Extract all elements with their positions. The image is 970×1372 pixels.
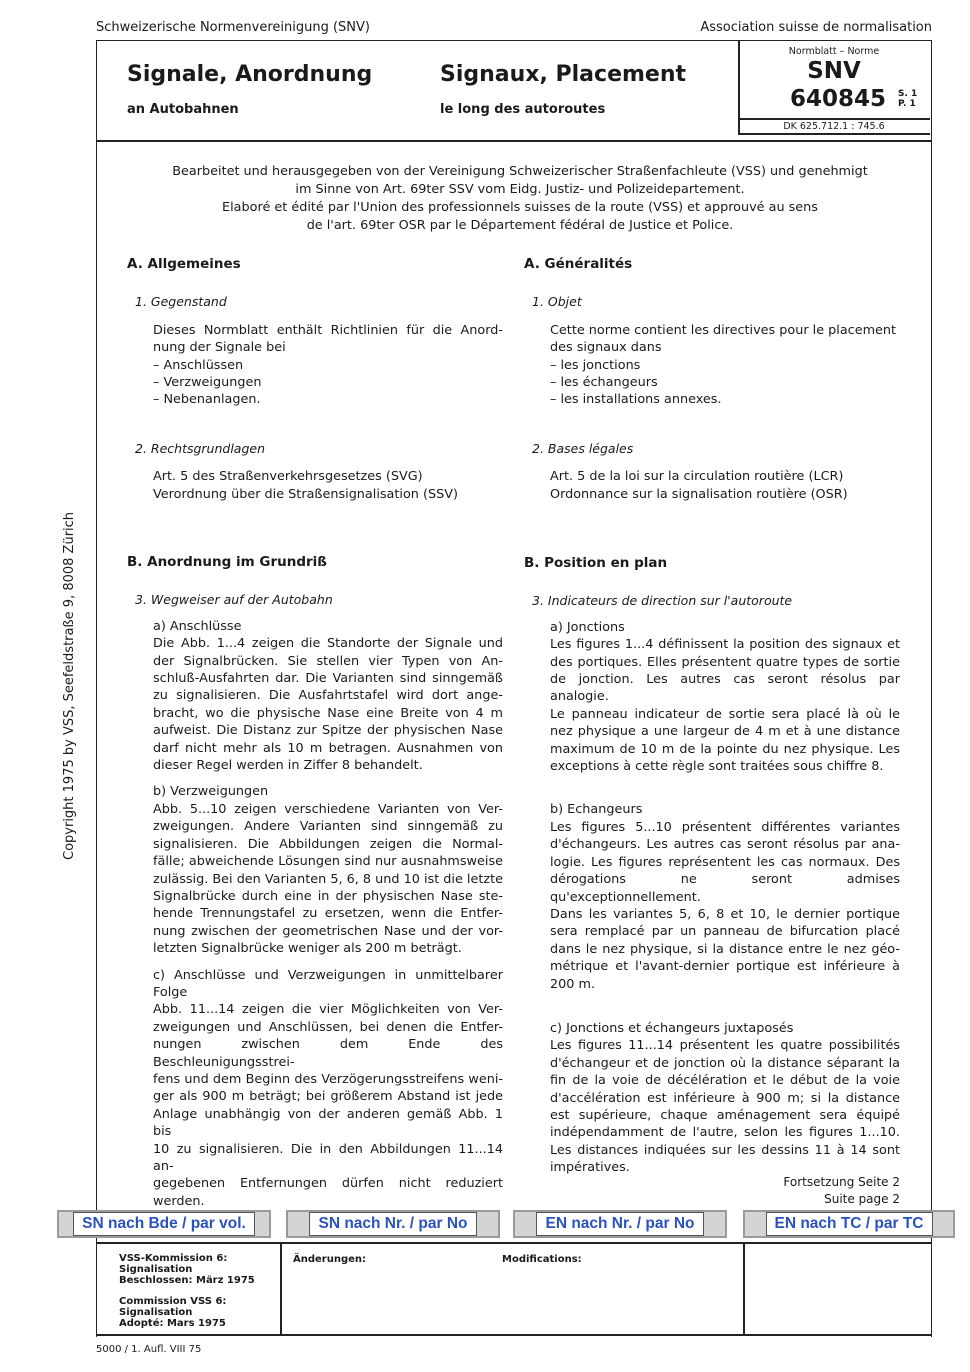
text-line: logie. Les figures représentent les cas normaux. Des (550, 854, 900, 870)
french-column (524, 256, 900, 503)
button-label: SN nach Bde / par vol. (82, 1215, 246, 1232)
dk-number: DK 625.712.1 : 745.6 (783, 121, 885, 132)
de-section-a: A. Allgemeines (127, 256, 241, 272)
text-line: 200 m. (550, 976, 596, 992)
fr-a-text (550, 636, 900, 775)
footer-bottom-rule (96, 1334, 931, 1336)
intro-line: de l'art. 69ter OSR par le Département fédéral de Justice et Police. (306, 218, 734, 233)
de-item-2-text (127, 468, 503, 503)
button-label: SN nach Nr. / par No (318, 1215, 468, 1232)
intro-line: Elaboré et édité par l'Union des professionnels suisses de la route (VSS) et approuvé au sens (222, 200, 818, 215)
en-by-number-button[interactable] (513, 1210, 727, 1238)
text-line: – Verzweigungen (153, 375, 262, 391)
fr-b-title: b) Echangeurs (550, 802, 643, 818)
text-line: hende Trennungstafel zu ersetzen, wenn die Entfer- (153, 906, 503, 922)
header-right: Association suisse de normalisation (700, 20, 932, 35)
intro-text (120, 163, 920, 235)
intro-line: Bearbeitet und herausgegeben von der Vereinigung Schweizerischer Straßenfachleute (VSS) und genehmigt (172, 164, 868, 179)
german-column-b (127, 554, 503, 1210)
header-left: Schweizerische Normenvereinigung (SNV) (96, 20, 370, 35)
intro-line: im Sinne von Art. 69ter SSV vom Eidg. Justiz- und Polizeidepartement. (295, 182, 745, 197)
sn-by-volume-button[interactable] (57, 1210, 271, 1238)
text-line: des signaux dans (550, 340, 662, 356)
text-line: Abb. 5...10 zeigen verschiedene Varianten von Ver- (153, 801, 503, 817)
fr-a-title: a) Jonctions (550, 619, 625, 635)
text-line: Art. 5 de la loi sur la circulation routière (LCR) (550, 469, 844, 485)
sheet-number: S. 1 (898, 89, 918, 99)
copyright-notice: Copyright 1975 by VSS, Seefeldstraße 9, 8008 Zürich (62, 511, 77, 860)
en-by-tc-button[interactable] (743, 1210, 955, 1238)
de-b-text (153, 801, 503, 958)
continuation-fr: Suite page 2 (824, 1192, 900, 1206)
print-info: 5000 / 1. Aufl. VIII 75 (96, 1344, 202, 1355)
sn-by-number-button[interactable] (286, 1210, 500, 1238)
text-line: Le panneau indicateur de sortie sera placé là où le (550, 706, 900, 722)
text-line: fens und dem Beginn des Verzögerungsstreifens weni- (153, 1071, 503, 1087)
text-line: VSS-Kommission 6: (119, 1253, 228, 1264)
norm-number: 640845 (790, 86, 887, 112)
text-line: nungen zwischen dem Ende des Beschleunigungsstrei- (153, 1037, 503, 1070)
fr-item-1-text (524, 322, 900, 409)
de-c-title: c) Anschlüsse und Verzweigungen in unmittelbarer (153, 967, 503, 983)
text-line: sera remplacé par un panneau de bifurcation placé (550, 924, 900, 940)
text-line: Cette norme contient les directives pour le placement (550, 322, 897, 338)
text-line: fin de la voie de décélération et le début de la voie (550, 1073, 900, 1089)
text-line: de jonction. Les autres cas seront résolus par analogie. (550, 672, 900, 705)
german-column (127, 256, 503, 503)
text-line: dieser Regel werden in Ziffer 8 behandelt. (153, 758, 423, 774)
changes-de-label: Änderungen: (293, 1254, 367, 1265)
text-line: Art. 5 des Straßenverkehrsgesetzes (SVG) (153, 469, 423, 485)
text-line: Beschlossen: März 1975 (119, 1275, 255, 1286)
title-divider (96, 140, 931, 142)
text-line: nung der Signale bei (153, 340, 286, 356)
normblatt-label: Normblatt – Norme (788, 46, 880, 57)
de-a-text (153, 635, 503, 774)
de-b-title: b) Verzweigungen (153, 784, 269, 800)
text-line: dérogations ne seront admises qu'exceptionnellement. (550, 872, 900, 905)
text-line: est supérieure, chaque aménagement sera équipé (550, 1107, 900, 1123)
text-line: métrique et l'avant-dernier portique est inférieure à (550, 959, 900, 975)
text-line: ger als 900 m beträgt; bei größerem Abstand ist jede (153, 1089, 503, 1105)
de-a-title: a) Anschlüsse (153, 618, 242, 634)
de-item-3-body (127, 618, 503, 1210)
text-line: aufweist. Die Distanz zur Spitze der physischen Nase (153, 723, 503, 739)
footer-divider-2 (743, 1242, 745, 1335)
de-c-title-cont: Folge (153, 984, 188, 1000)
text-line: exceptions à cette règle sont traitées sous chiffre 8. (550, 759, 884, 775)
text-line: Les figures 5...10 présentent différentes variantes (550, 819, 900, 835)
sheet-page (898, 89, 917, 109)
fr-section-a: A. Généralités (524, 256, 633, 272)
text-line: Dans les variantes 5, 6, 8 et 10, le dernier portique (550, 906, 900, 922)
continuation-note (783, 1174, 900, 1208)
text-line: d'échangeurs. Les autres cas seront résolus par ana- (550, 837, 900, 853)
page-number: P. 1 (898, 99, 916, 109)
french-column-b (524, 555, 900, 1177)
fr-item-2: 2. Bases légales (532, 440, 634, 456)
fr-title: Signaux, Placement (440, 62, 687, 87)
de-item-1-text (127, 322, 503, 409)
text-line: 10 zu signalisieren. Die in den Abbildungen 11...14 an- (153, 1141, 503, 1174)
footer-divider-1 (280, 1242, 282, 1335)
text-line: zweigungen. Andere Varianten sind sinngemäß zu (153, 819, 503, 835)
text-line: gegebenen Entfernungen dürfen nicht reduziert werden. (153, 1176, 503, 1209)
fr-c-text (550, 1037, 900, 1176)
fr-item-1: 1. Objet (532, 294, 582, 310)
continuation-de: Fortsetzung Seite 2 (783, 1175, 900, 1189)
text-line: Verordnung über die Straßensignalisation (SSV) (153, 486, 458, 502)
text-line: der Signalbrücken. Sie stellen vier Typen von An- (153, 653, 503, 669)
text-line: Les figures 1...4 définissent la position des signaux et (550, 637, 900, 653)
text-line: indépendamment de l'autre, selon les figures 1...10. (550, 1125, 900, 1141)
text-line: d'accélération est inférieure à 900 m; si la distance (550, 1090, 900, 1106)
text-line: bracht, wo die physische Nase eine Breite von 4 m (153, 705, 503, 721)
text-line: letzten Signalbrücke weniger als 200 m beträgt. (153, 941, 462, 957)
button-label: EN nach TC / par TC (774, 1215, 924, 1232)
fr-section-b: B. Position en plan (524, 555, 668, 571)
fr-subtitle: le long des autoroutes (440, 102, 606, 117)
de-item-2: 2. Rechtsgrundlagen (135, 440, 266, 456)
de-subtitle: an Autobahnen (127, 102, 239, 117)
text-line: Commission VSS 6: (119, 1296, 227, 1307)
text-line: – les échangeurs (550, 375, 658, 391)
text-line: darf nicht mehr als 10 m betragen. Ausnahmen von (153, 740, 503, 756)
de-item-3: 3. Wegweiser auf der Autobahn (135, 592, 333, 608)
de-item-1: 1. Gegenstand (135, 294, 227, 310)
text-line: d'échangeur et de jonction où la distance séparant la (550, 1055, 900, 1071)
changes-fr-label: Modifications: (502, 1254, 582, 1265)
text-line: nez physique a une largeur de 4 m et à une distance (550, 724, 900, 740)
text-line: Dieses Normblatt enthält Richtlinien für die Anord- (153, 322, 503, 338)
text-line: Signalisation (119, 1307, 193, 1318)
text-line: impératives. (550, 1160, 630, 1176)
footer-top-rule (96, 1242, 931, 1244)
text-line: zweigungen und Anschlüssen, bei denen die Entfer- (153, 1019, 503, 1035)
text-line: – Nebenanlagen. (153, 392, 261, 408)
de-title: Signale, Anordnung (127, 62, 373, 87)
commission-de (119, 1253, 255, 1286)
text-line: – Anschlüssen (153, 357, 244, 373)
de-c-text (153, 1001, 503, 1210)
text-line: Signalbrücke durch eine in der physischen Nase ste- (153, 888, 503, 904)
text-line: des portiques. Elles présentent quatre types de sortie (550, 654, 900, 670)
text-line: Ordonnance sur la signalisation routière (OSR) (550, 486, 848, 502)
fr-item-2-text (524, 468, 900, 503)
text-line: Adopté: Mars 1975 (119, 1318, 226, 1329)
fr-c-title: c) Jonctions et échangeurs juxtaposés (550, 1020, 794, 1036)
text-line: Les figures 11...14 présentent les quatre possibilités (550, 1038, 900, 1054)
text-line: Die Abb. 1...4 zeigen die Standorte der Signale und (153, 636, 503, 652)
text-line: Abb. 11...14 zeigen die vier Möglichkeiten von Ver- (153, 1002, 503, 1018)
text-line: Anlage unabhängig von der anderen gemäß Abb. 1 bis (153, 1106, 503, 1140)
text-line: signalisieren. Die Abbildungen zeigen die Normal- (153, 836, 503, 852)
fr-item-3: 3. Indicateurs de direction sur l'autoroute (532, 593, 793, 609)
text-line: – les jonctions (550, 357, 641, 373)
text-line: zulässig. Bei den Varianten 5, 6, 8 und 10 ist die letzte (153, 871, 503, 887)
text-line: – les installations annexes. (550, 392, 722, 408)
text-line: zu signalisieren. Die Ausfahrtstafel wird dort ange- (153, 688, 503, 704)
text-line: fälle; abweichende Lösungen sind nur ausnahmsweise (153, 854, 503, 870)
text-line: nung zwischen der geometrischen Nase und der vor- (153, 923, 503, 939)
text-line: dans le nez physique, si la distance entre le nez géo- (550, 941, 900, 957)
commission-fr (119, 1296, 226, 1329)
fr-b-text (550, 819, 900, 993)
dk-divider (738, 118, 930, 120)
text-line: Signalisation (119, 1264, 193, 1275)
button-label: EN nach Nr. / par No (545, 1215, 695, 1232)
text-line: maximum de 10 m de la pointe du nez physique. Les (550, 741, 900, 757)
text-line: schluß-Ausfahrten dar. Die Varianten sind sinngemäß (153, 671, 503, 687)
text-line: Les distances indiquées sur les dessins 11 à 14 sont (550, 1142, 900, 1158)
fr-item-3-body (524, 619, 900, 1177)
snv-label: SNV (807, 58, 861, 84)
dk-bottom (738, 133, 930, 135)
de-section-b: B. Anordnung im Grundriß (127, 554, 327, 570)
